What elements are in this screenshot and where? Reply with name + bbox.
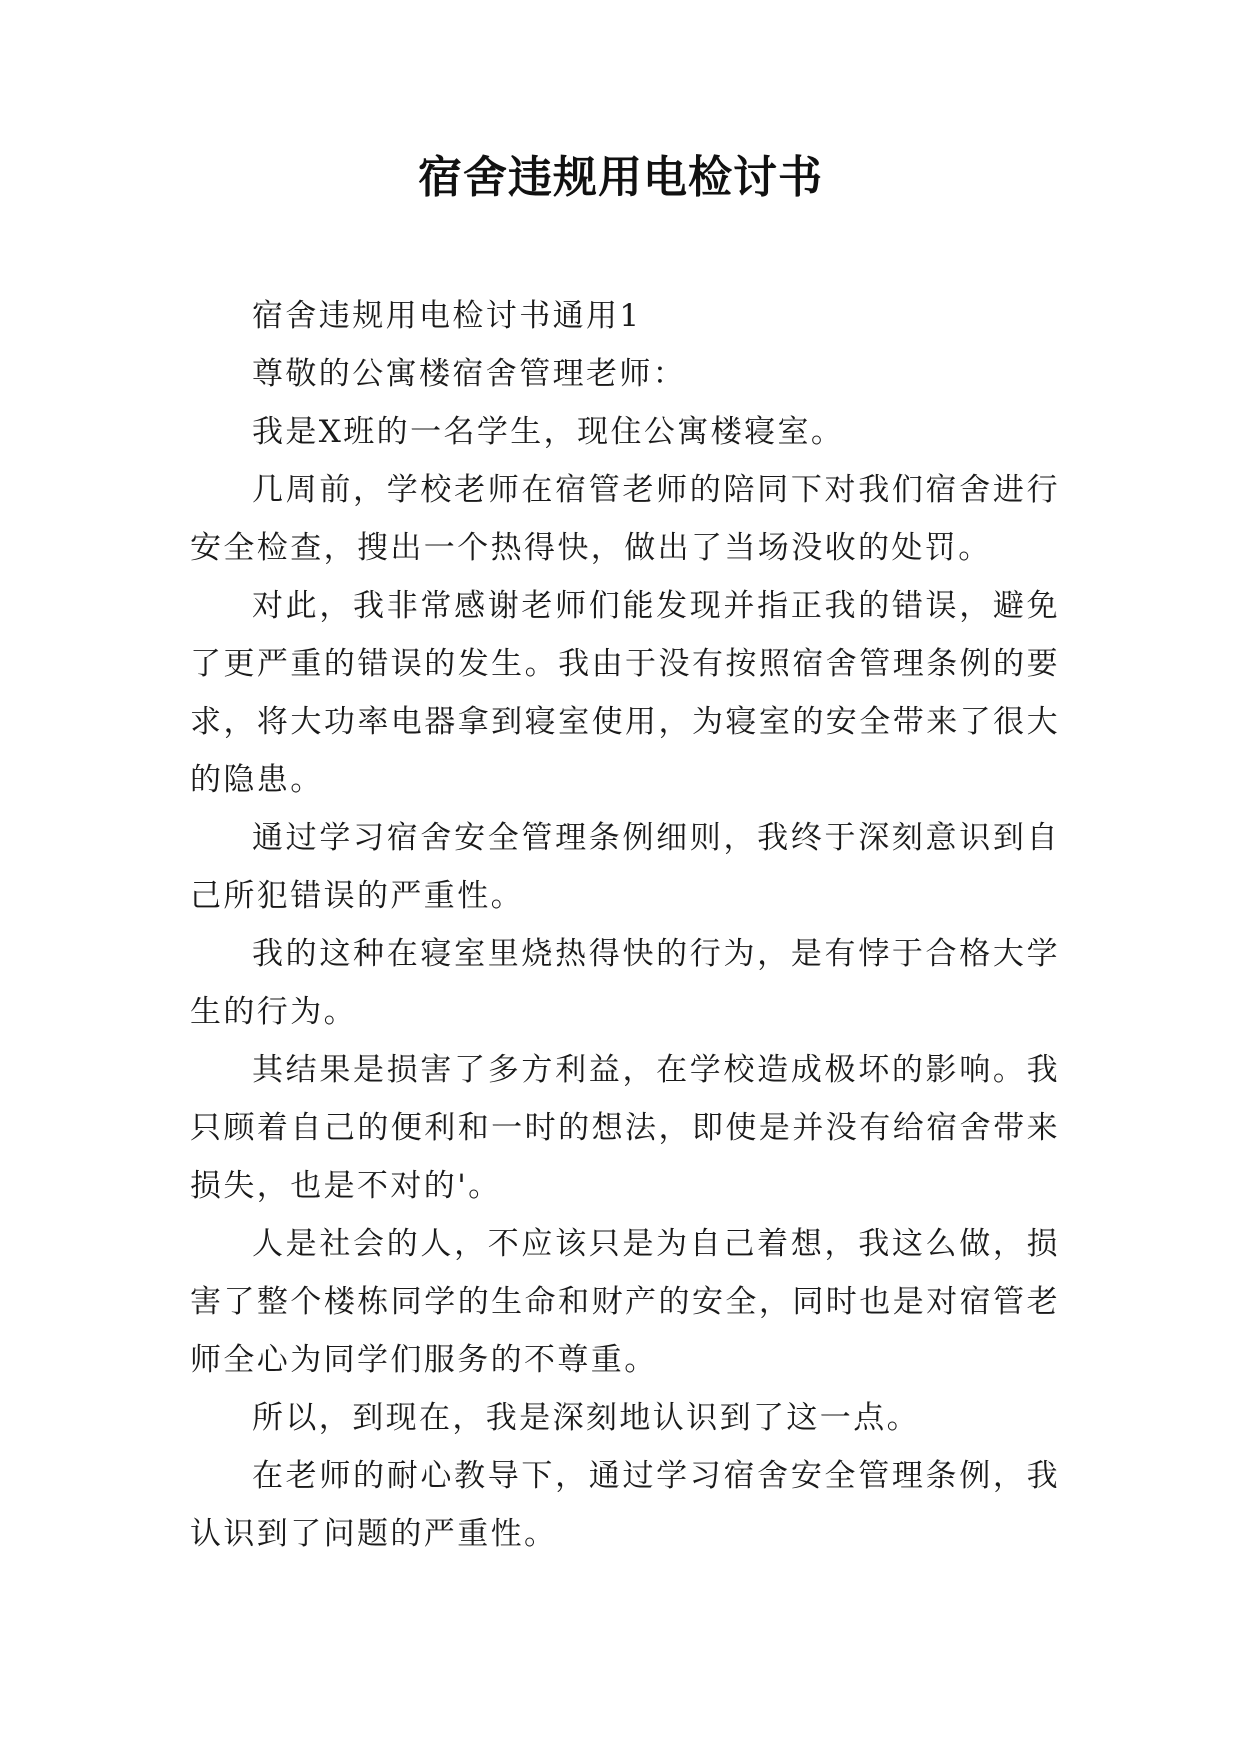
paragraph: 对此，我非常感谢老师们能发现并指正我的错误，避免了更严重的错误的发生。我由于没有按照宿舍管理条例的要求，将大功率电器拿到寝室使用，为寝室的安全带来了很大的隐患。 xyxy=(190,588,1060,798)
paragraph: 我是X班的一名学生，现住公寓楼寝室。 xyxy=(252,414,845,450)
paragraph: 几周前，学校老师在宿管老师的陪同下对我们宿舍进行安全检查，搜出一个热得快，做出了当场没收的处罚。 xyxy=(190,472,1060,566)
document-body xyxy=(190,287,1060,1563)
paragraph: 所以，到现在，我是深刻地认识到了这一点。 xyxy=(252,1400,920,1436)
paragraph-heading-line: 宿舍违规用电检讨书通用1 xyxy=(252,298,642,334)
document-title: 宿舍违规用电检讨书 xyxy=(418,152,823,203)
paragraph: 通过学习宿舍安全管理条例细则，我终于深刻意识到自己所犯错误的严重性。 xyxy=(190,820,1060,914)
paragraph: 人是社会的人，不应该只是为自己着想，我这么做，损害了整个楼栋同学的生命和财产的安全，同时也是对宿管老师全心为同学们服务的不尊重。 xyxy=(190,1226,1060,1378)
paragraph: 其结果是损害了多方利益，在学校造成极坏的影响。我只顾着自己的便利和一时的想法，即使是并没有给宿舍带来损失，也是不对的'。 xyxy=(190,1052,1060,1204)
paragraph: 我的这种在寝室里烧热得快的行为，是有悖于合格大学生的行为。 xyxy=(190,936,1060,1030)
paragraph-salutation: 尊敬的公寓楼宿舍管理老师： xyxy=(252,356,687,392)
paragraph: 在老师的耐心教导下，通过学习宿舍安全管理条例，我认识到了问题的严重性。 xyxy=(190,1458,1060,1552)
